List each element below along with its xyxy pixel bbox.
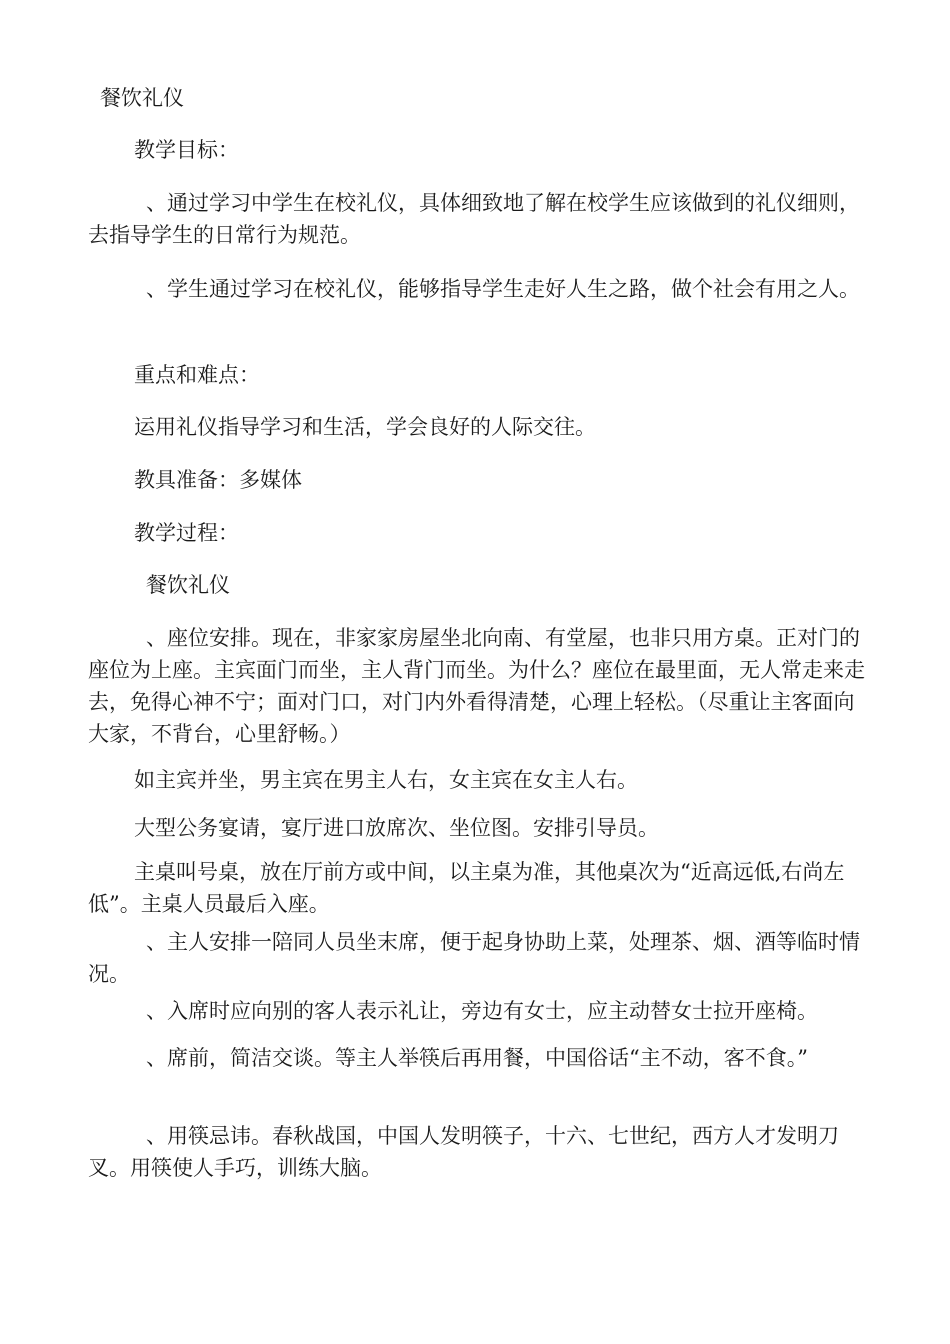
section-title: 餐饮礼仪 (146, 573, 230, 597)
objectives-heading: 教学目标： (134, 138, 239, 162)
entering-seat-item: 、入席时应向别的客人表示礼让，旁边有女士，应主动替女士拉开座椅。 (146, 999, 818, 1023)
chopsticks-item: 、用筷忌讳。春秋战国，中国人发明筷子，十六、七世纪，西方人才发明刀叉。用筷使人手巧，训练大脑。 (88, 1124, 839, 1180)
banquet-arrangement: 大型公务宴请，宴厅进口放席次、坐位图。安排引导员。 (134, 816, 659, 840)
side-by-side-seating: 如主宾并坐，男主宾在男主人右，女主宾在女主人右。 (134, 768, 638, 792)
host-arrangement-item: 、主人安排一陪同人员坐末席，便于起身协助上菜，处理茶、烟、酒等临时情况。 (88, 930, 860, 986)
teaching-tools: 教具准备：多媒体 (134, 468, 302, 492)
main-table-rule: 主桌叫号桌，放在厅前方或中间，以主桌为准，其他桌次为“近高远低,右尚左低”。主桌人员最后入座。 (88, 860, 845, 916)
document-title: 餐饮礼仪 (100, 86, 184, 110)
seating-arrangement-item: 、座位安排。现在，非家家房屋坐北向南、有堂屋，也非只用方桌。正对门的座位为上座。主宾面门而坐，主人背门而坐。为什么？座位在最里面，无人常走来走去，免得心神不宁；面对门口，对门内外看得清楚，心理上轻松。（尽重让主客面向大家，不背台，心里舒畅。） (88, 626, 865, 746)
key-points-heading: 重点和难点： (134, 363, 260, 387)
objective-item-1: 、通过学习中学生在校礼仪，具体细致地了解在校学生应该做到的礼仪细则，去指导学生的日常行为规范。 (88, 191, 860, 247)
key-points-text: 运用礼仪指导学习和生活，学会良好的人际交往。 (134, 415, 596, 439)
before-meal-item: 、席前，简洁交谈。等主人举筷后再用餐，中国俗话“主不动，客不食。” (146, 1046, 808, 1070)
objective-item-2: 、学生通过学习在校礼仪，能够指导学生走好人生之路，做个社会有用之人。 (146, 277, 860, 301)
process-heading: 教学过程： (134, 521, 239, 545)
